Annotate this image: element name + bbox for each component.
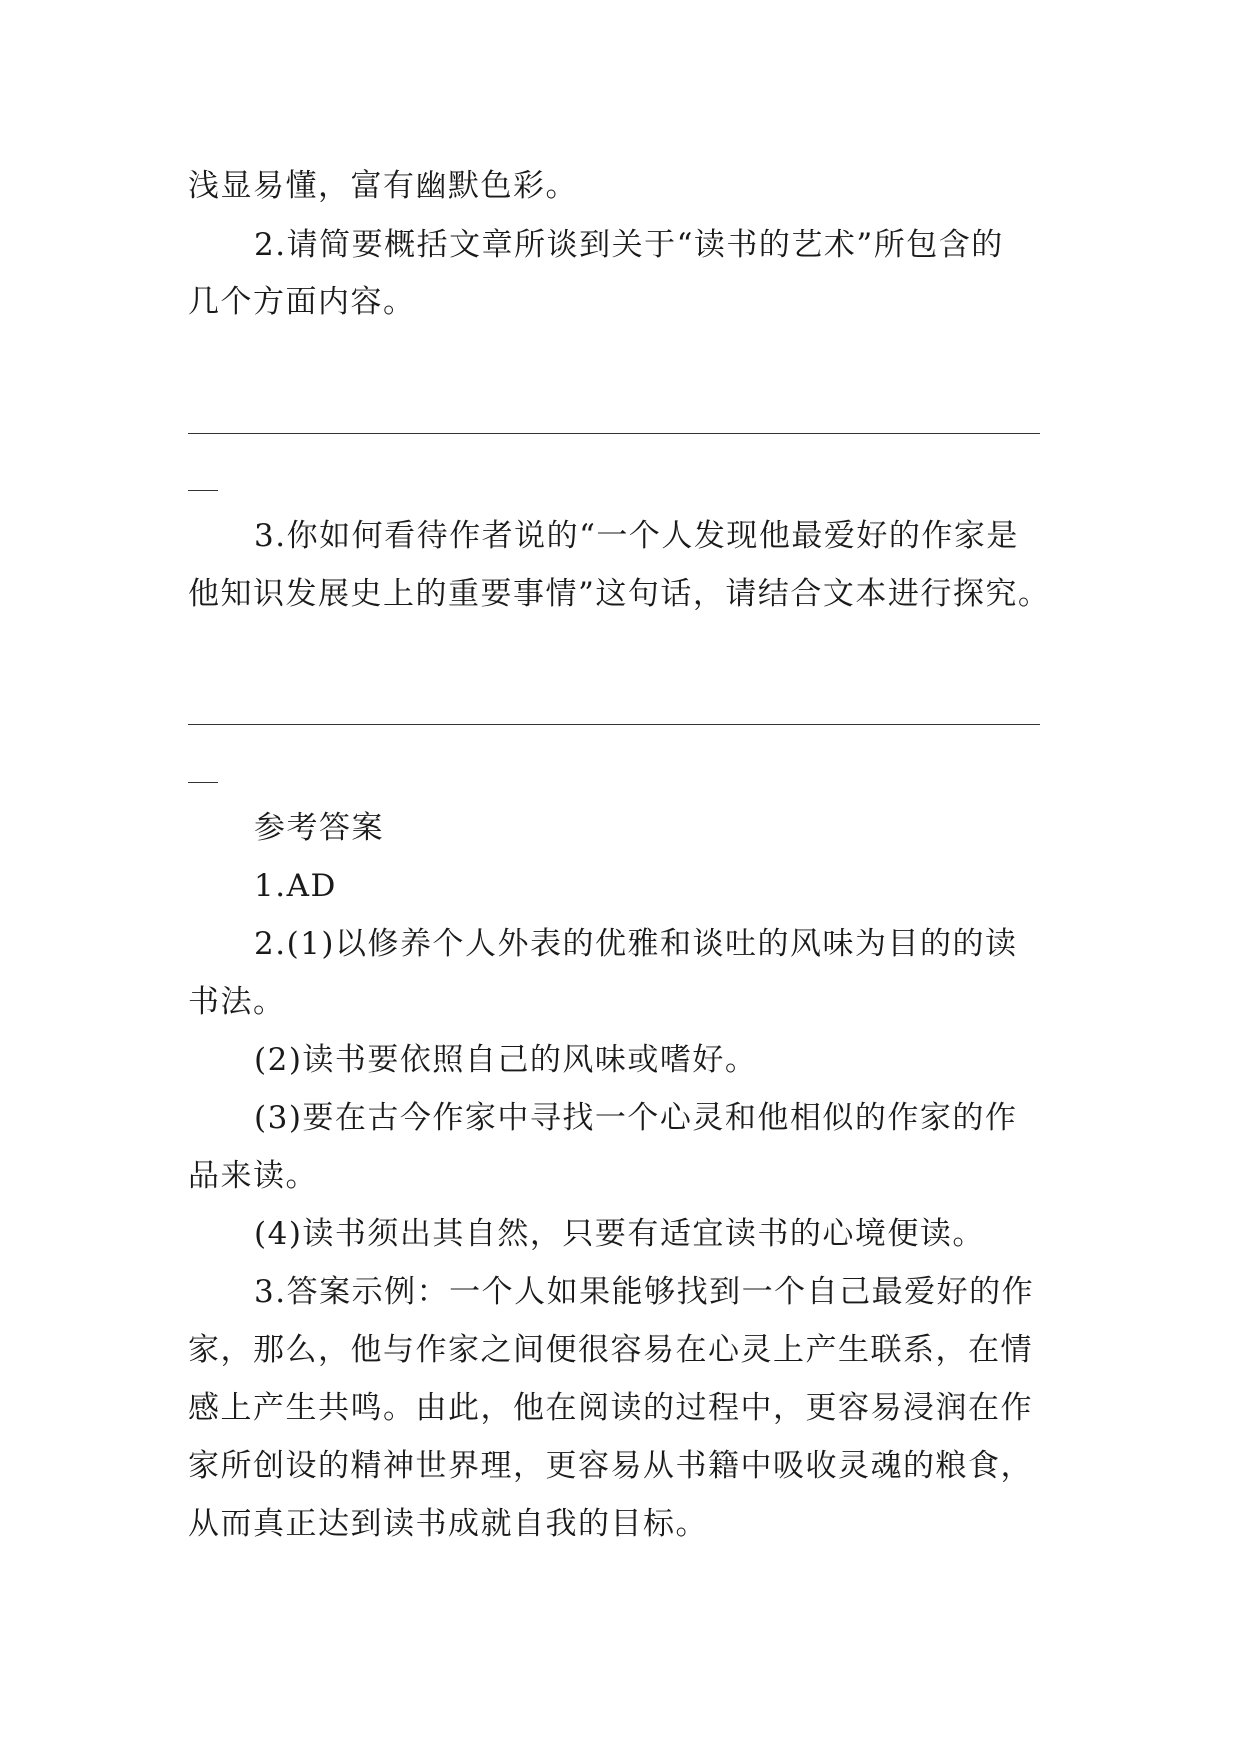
answer-blank-line-end bbox=[188, 490, 218, 491]
answer-3-line-5: 从而真正达到读书成就自我的目标。 bbox=[188, 1506, 708, 1542]
answer-2-point-2: (2)读书要依照自己的风味或嗜好。 bbox=[254, 1042, 758, 1078]
question-3-line-1: 3.你如何看待作者说的“一个人发现他最爱好的作家是 bbox=[254, 518, 1019, 554]
answer-blank-line bbox=[188, 433, 1040, 434]
answer-2-point-3-line-1: (3)要在古今作家中寻找一个心灵和他相似的作家的作 bbox=[254, 1100, 1018, 1136]
answer-2-point-4: (4)读书须出其自然，只要有适宜读书的心境便读。 bbox=[254, 1216, 985, 1252]
answer-blank-line-end bbox=[188, 782, 218, 783]
answer-1: 1.AD bbox=[254, 868, 337, 904]
answer-2-line-1: 2.(1)以修养个人外表的优雅和谈吐的风味为目的的读 bbox=[254, 926, 1018, 962]
answer-2-point-3-line-2: 品来读。 bbox=[188, 1158, 318, 1194]
answer-3-line-2: 家，那么，他与作家之间便很容易在心灵上产生联系，在情 bbox=[188, 1332, 1033, 1368]
answer-3-line-4: 家所创设的精神世界理，更容易从书籍中吸收灵魂的粮食， bbox=[188, 1448, 1033, 1484]
reference-answer-heading: 参考答案 bbox=[254, 810, 384, 846]
answer-2-line-2: 书法。 bbox=[188, 984, 286, 1020]
question-3-line-2: 他知识发展史上的重要事情”这句话，请结合文本进行探究。 bbox=[188, 576, 1051, 612]
text-line-1: 浅显易懂，富有幽默色彩。 bbox=[188, 168, 578, 204]
question-2-line-2: 几个方面内容。 bbox=[188, 284, 416, 320]
answer-blank-line bbox=[188, 724, 1040, 725]
answer-3-line-1: 3.答案示例：一个人如果能够找到一个自己最爱好的作 bbox=[254, 1274, 1035, 1310]
question-2-line-1: 2.请简要概括文章所谈到关于“读书的艺术”所包含的 bbox=[254, 227, 1004, 263]
answer-3-line-3: 感上产生共鸣。由此，他在阅读的过程中，更容易浸润在作 bbox=[188, 1390, 1033, 1426]
